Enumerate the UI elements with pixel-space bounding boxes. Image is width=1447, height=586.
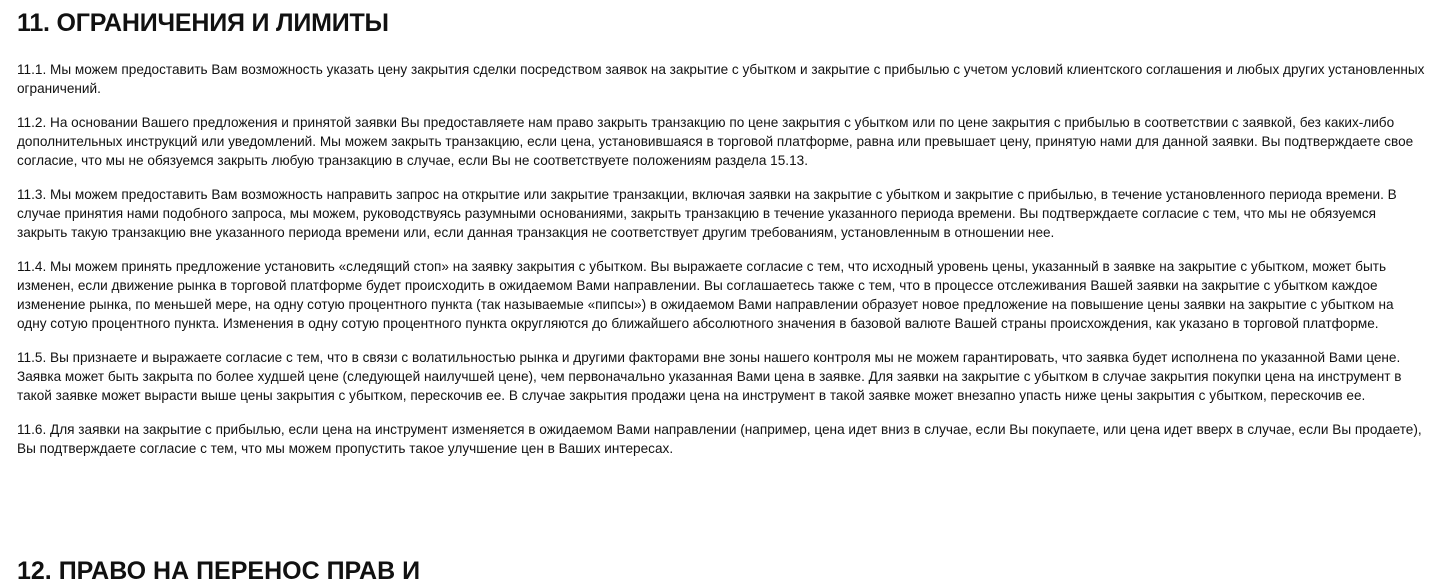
paragraph-11-1: 11.1. Мы можем предоставить Вам возможность указать цену закрытия сделки посредством заявок на закрытие с убытком и закрытие с прибылью с учетом условий клиентского соглашения и любых других установленных ограничений.: [17, 62, 1425, 96]
next-section-title: 12. ПРАВО НА ПЕРЕНОС ПРАВ И: [17, 557, 421, 585]
section-title: 11. ОГРАНИЧЕНИЯ И ЛИМИТЫ: [17, 9, 389, 37]
paragraph-11-2: 11.2. На основании Вашего предложения и принятой заявки Вы предоставляете нам право закрыть транзакцию по цене закрытия с убытком или по цене закрытия с прибылью в соответствии с заявкой, без каких-либо дополнительных инструкций или уведомлений. Мы можем закрыть транзакцию, если цена, установившаяся в торговой платформе, равна или превышает цену, принятую нами для данной заявки. Вы подтверждаете свое согласие, что мы не обязуемся закрыть любую транзакцию в случае, если Вы не соответствуете положениям раздела 15.13.: [17, 115, 1414, 168]
paragraph-11-4: 11.4. Мы можем принять предложение установить «следящий стоп» на заявку закрытия с убытком. Вы выражаете согласие с тем, что исходный уровень цены, указанный в заявке на закрытие с убытком, может быть изменен, если движение рынка в торговой платформе будет происходить в ожидаемом Вами направлении. Вы соглашаетесь также с тем, что в процессе отслеживания Вашей заявки на закрытие с убытком каждое изменение рынка, по меньшей мере, на одну сотую процентного пункта (так называемые «пипсы») в ожидаемом Вами направлении образует новое предложение на повышение цены заявки на закрытие с убытком на одну сотую процентного пункта. Изменения в одну сотую процентного пункта округляются до ближайшего абсолютного значения в базовой валюте Вашей страны происхождения, как указано в торговой платформе.: [17, 259, 1394, 331]
paragraph-11-3: 11.3. Мы можем предоставить Вам возможность направить запрос на открытие или закрытие транзакции, включая заявки на закрытие с убытком и закрытие с прибылью, в течение установленного периода времени. В случае принятия нами подобного запроса, мы можем, руководствуясь разумными основаниями, закрыть транзакцию в течение указанного периода времени. Вы подтверждаете согласие с тем, что мы не обязуемся закрыть такую транзакцию вне указанного периода времени или, если данная транзакция не соответствует другим требованиям, установленным в отношении нее.: [17, 187, 1397, 240]
paragraph-11-5: 11.5. Вы признаете и выражаете согласие с тем, что в связи с волатильностью рынка и другими факторами вне зоны нашего контроля мы не можем гарантировать, что заявка будет исполнена по указанной Вами цене. Заявка может быть закрыта по более худшей цене (следующей наилучшей цене), чем первоначально указанная Вами цена в заявке. Для заявки на закрытие с убытком в случае закрытия покупки цена на инструмент в такой заявке может вырасти выше цены закрытия с убытком, перескочив ее. В случае закрытия продажи цена на инструмент в такой заявке может внезапно упасть ниже цены закрытия с убытком, перескочив ее.: [17, 350, 1402, 403]
paragraph-11-6: 11.6. Для заявки на закрытие с прибылью, если цена на инструмент изменяется в ожидаемом Вами направлении (например, цена идет вниз в случае, если Вы покупаете, или цена идет вверх в случае, если Вы продаете), Вы подтверждаете согласие с тем, что мы можем пропустить такое улучшение цен в Ваших интересах.: [17, 422, 1422, 456]
